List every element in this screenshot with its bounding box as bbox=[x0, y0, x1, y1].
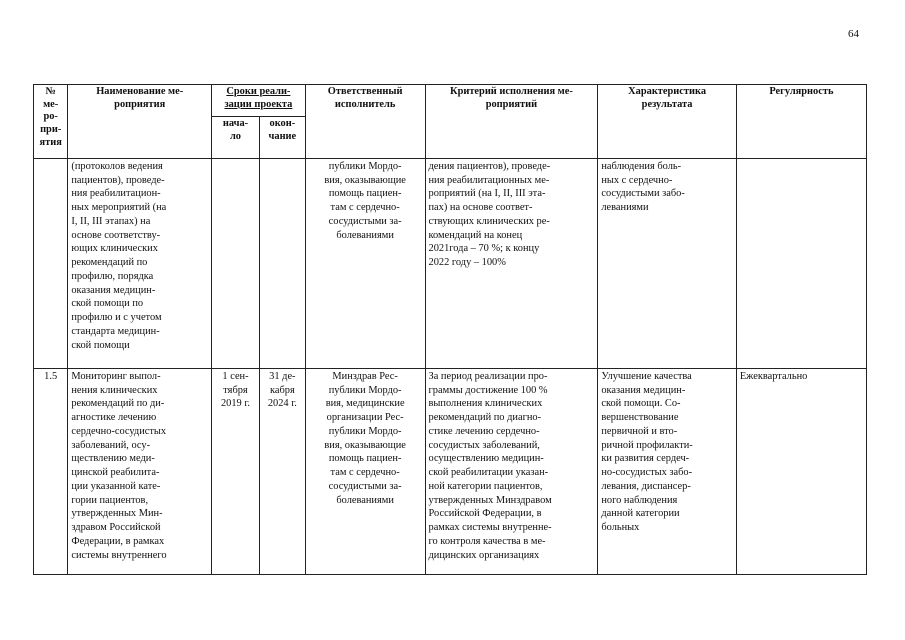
cell-regularity bbox=[736, 159, 866, 369]
header-responsible: Ответственный исполнитель bbox=[305, 85, 425, 159]
header-name: Наименование ме- роприятия bbox=[68, 85, 212, 159]
cell-criterion: За период реализации про- граммы достижение 100 % выполнения клинических рекомендаций по диагно- стике лечению сердечно- сосудистых заболеваний, осуществлению медицин- ской реабилитации указан- ной категории пациентов, утвержденных Минздравом Российской Федерации, в рамках системы внутренне- го контроля качества в ме- дицинских организациях bbox=[425, 369, 598, 575]
cell-end: 31 де- кабря 2024 г. bbox=[259, 369, 305, 575]
header-criterion: Критерий исполнения ме- роприятий bbox=[425, 85, 598, 159]
cell-responsible: публики Мордо- вия, оказывающие помощь пациен- там с сердечно- сосудистыми за- болеваниями bbox=[305, 159, 425, 369]
cell-end bbox=[259, 159, 305, 369]
header-end: окон- чание bbox=[259, 117, 305, 159]
cell-regularity: Ежеквартально bbox=[736, 369, 866, 575]
table-row bbox=[34, 159, 867, 369]
activities-table bbox=[33, 84, 867, 575]
header-regularity: Регулярность bbox=[736, 85, 866, 159]
header-number: № ме- ро- при- ятия bbox=[34, 85, 68, 159]
cell-number: 1.5 bbox=[34, 369, 68, 575]
header-start: нача- ло bbox=[212, 117, 260, 159]
header-result: Характеристика результата bbox=[598, 85, 736, 159]
cell-result: Улучшение качества оказания медицин- ской помощи. Со- вершенствование первичной и вто- ричной профилакти- ки развития сердеч- но-сосудистых забо- левания, диспансер- ного наблюдения данной категории больных bbox=[598, 369, 736, 575]
table-row bbox=[34, 369, 867, 575]
cell-criterion: дения пациентов), проведе- ния реабилитационных ме- роприятий (на I, II, III эта- пах) на основе соответ- ствующих клинических ре- комендаций на конец 2021года – 70 %; к концу 2022 году – 100% bbox=[425, 159, 598, 369]
cell-start bbox=[212, 159, 260, 369]
cell-number bbox=[34, 159, 68, 369]
cell-start: 1 сен- тября 2019 г. bbox=[212, 369, 260, 575]
cell-result: наблюдения боль- ных с сердечно- сосудистыми забо- леваниями bbox=[598, 159, 736, 369]
header-terms: Сроки реали- зации проекта bbox=[212, 85, 306, 117]
cell-name: (протоколов ведения пациентов), проведе- ния реабилитацион- ных мероприятий (на I, II, III этапах) на основе соответству- ющих клинических рекомендаций по профилю, порядка оказания медицин- ской помощи по профилю и с учетом стандарта медицин- ской помощи bbox=[68, 159, 212, 369]
header-row bbox=[34, 85, 867, 117]
cell-name: Мониторинг выпол- нения клинических рекомендаций по ди- агностике лечению сердечно-сосудистых заболеваний, осу- ществлению меди- цинской реабилита- ции указанной кате- гории пациентов, утвержденных Мин- здравом Российской Федерации, в рамках системы внутреннего bbox=[68, 369, 212, 575]
cell-responsible: Минздрав Рес- публики Мордо- вия, медицинские организации Рес- публики Мордо- вия, оказывающие помощь пациен- там с сердечно- сосудистыми за- болеваниями bbox=[305, 369, 425, 575]
page-number: 64 bbox=[848, 28, 859, 40]
